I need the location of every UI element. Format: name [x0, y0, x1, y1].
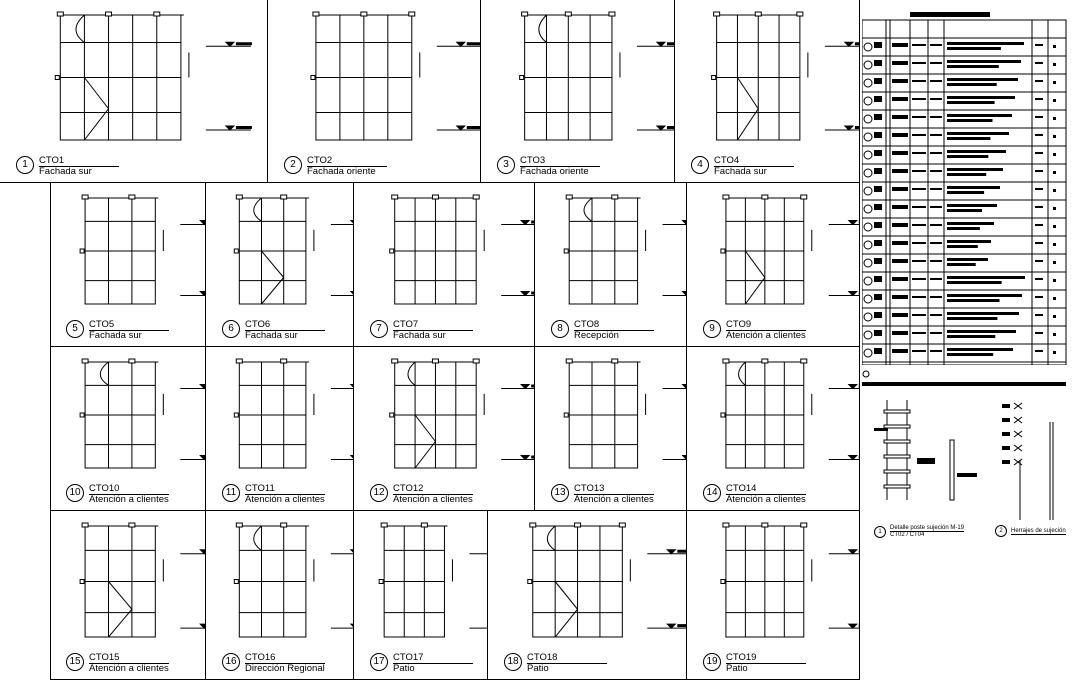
elevation-name: Fachada sur — [714, 166, 767, 177]
elevation-number: 6 — [222, 320, 240, 338]
detail-1-title: Detalle poste sujeción M-19 — [890, 525, 965, 531]
elevation-drawing — [687, 347, 860, 481]
detail-2-label — [995, 525, 1066, 537]
elevation-name: Atención a clientes — [726, 494, 806, 505]
elevation-tag — [66, 653, 169, 674]
elevation-code: CTO9 — [726, 320, 806, 331]
detail-1-subtitle: CT02 / CT04 — [890, 532, 925, 538]
schedule-grid — [862, 10, 1068, 365]
elevation-code: CTO15 — [89, 653, 169, 664]
elevation-tag — [222, 484, 325, 505]
elevation-code: CTO2 — [307, 156, 387, 167]
elevation-name: Atención a clientes — [726, 330, 806, 341]
elevation-code: CTO7 — [393, 320, 473, 331]
elevation-drawing — [206, 347, 354, 481]
elevation-code: CTO3 — [520, 156, 600, 167]
elevation-number: 12 — [370, 484, 388, 502]
hardware-details — [862, 370, 1068, 540]
detail-2-title: Herrajes de sujeción — [1011, 527, 1066, 534]
elevation-number: 19 — [703, 653, 721, 671]
elevation-drawing — [488, 511, 687, 650]
elevation-code: CTO14 — [726, 484, 806, 495]
elevation-name: Dirección Regional — [245, 663, 325, 674]
elevation-number: 10 — [66, 484, 84, 502]
elevation-number: 1 — [16, 156, 34, 174]
elevation-tag — [370, 484, 473, 505]
elevation-tag — [222, 320, 325, 341]
elevation-tag — [66, 320, 169, 341]
detail-2-number: 2 — [995, 525, 1007, 537]
elevation-code: CTO8 — [574, 320, 654, 331]
elevation-name: Fachada oriente — [307, 166, 376, 177]
elevation-code: CTO17 — [393, 653, 473, 664]
elevation-name: Atención a clientes — [89, 494, 169, 505]
elevation-drawing — [354, 511, 488, 650]
elevation-tag — [703, 653, 806, 674]
elevation-drawing — [354, 347, 535, 481]
elevation-number: 7 — [370, 320, 388, 338]
elevation-tag — [66, 484, 169, 505]
elevation-drawing — [268, 0, 481, 153]
elevation-name: Fachada sur — [39, 166, 92, 177]
elevation-code: CTO5 — [89, 320, 169, 331]
elevation-code: CTO6 — [245, 320, 325, 331]
elevation-tag — [703, 484, 806, 505]
elevation-number: 13 — [551, 484, 569, 502]
elevation-drawing — [206, 183, 354, 317]
elevation-code: CTO16 — [245, 653, 325, 664]
elevation-name: Patio — [527, 663, 549, 674]
elevation-name: Atención a clientes — [574, 494, 654, 505]
elevation-code: CTO13 — [574, 484, 654, 495]
detail-1-label — [874, 525, 964, 538]
elevation-name: Patio — [393, 663, 415, 674]
elevation-tag — [222, 653, 325, 674]
elevation-drawing — [535, 183, 687, 317]
elevation-tag — [551, 320, 654, 341]
elevation-code: CTO19 — [726, 653, 806, 664]
elevation-drawing — [687, 511, 860, 650]
elevation-tag — [551, 484, 654, 505]
elevation-code: CTO4 — [714, 156, 794, 167]
elevation-name: Fachada sur — [89, 330, 142, 341]
elevation-drawing — [206, 511, 354, 650]
elevation-number: 15 — [66, 653, 84, 671]
elevation-drawing — [50, 511, 206, 650]
elevation-code: CTO1 — [39, 156, 119, 167]
elevation-number: 5 — [66, 320, 84, 338]
elevation-name: Atención a clientes — [89, 663, 169, 674]
elevation-tag — [504, 653, 607, 674]
elevation-name: Fachada sur — [245, 330, 298, 341]
elevation-name: Patio — [726, 663, 748, 674]
elevation-tag — [691, 156, 794, 177]
door-schedule-table — [862, 10, 1068, 365]
elevation-code: CTO18 — [527, 653, 607, 664]
elevation-tag — [703, 320, 806, 341]
elevation-number: 18 — [504, 653, 522, 671]
elevation-code: CTO10 — [89, 484, 169, 495]
elevation-tag — [370, 653, 473, 674]
elevation-number: 16 — [222, 653, 240, 671]
elevation-drawing — [687, 183, 860, 317]
elevation-drawing — [675, 0, 860, 153]
elevation-number: 2 — [284, 156, 302, 174]
elevation-number: 11 — [222, 484, 240, 502]
elevation-drawing — [50, 183, 206, 317]
elevation-number: 8 — [551, 320, 569, 338]
elevation-number: 17 — [370, 653, 388, 671]
elevation-name: Fachada sur — [393, 330, 446, 341]
elevation-tag — [284, 156, 387, 177]
elevation-number: 14 — [703, 484, 721, 502]
elevation-name: Atención a clientes — [393, 494, 473, 505]
elevation-number: 4 — [691, 156, 709, 174]
elevation-name: Fachada oriente — [520, 166, 589, 177]
elevation-code: CTO12 — [393, 484, 473, 495]
elevation-tag — [497, 156, 600, 177]
elevation-drawing — [535, 347, 687, 481]
elevation-number: 9 — [703, 320, 721, 338]
elevation-drawing — [50, 347, 206, 481]
elevation-tag — [16, 156, 119, 177]
elevation-name: Recepción — [574, 330, 619, 341]
elevation-name: Atención a clientes — [245, 494, 325, 505]
elevation-code: CTO11 — [245, 484, 325, 495]
elevation-drawing — [0, 0, 268, 153]
elevation-drawing — [354, 183, 535, 317]
elevation-tag — [370, 320, 473, 341]
detail-1-number: 1 — [874, 526, 886, 538]
elevation-drawing — [481, 0, 675, 153]
elevation-number: 3 — [497, 156, 515, 174]
